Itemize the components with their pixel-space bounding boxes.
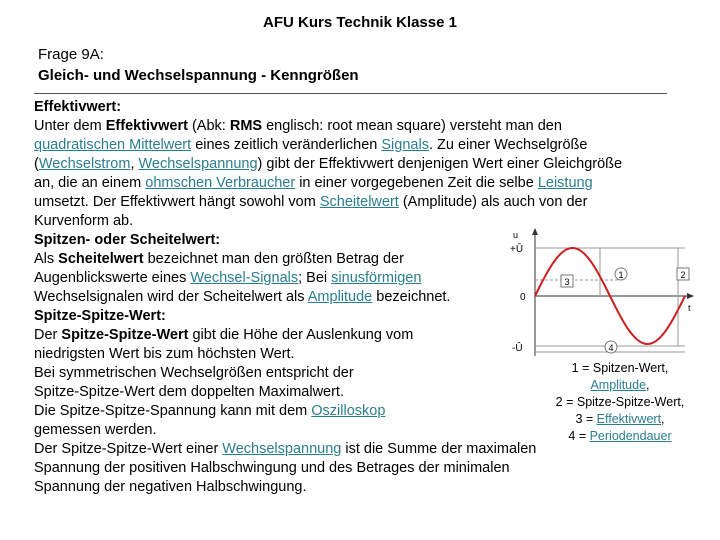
text-span: englisch: root mean square) versteht man den	[262, 118, 562, 134]
text-span: Bei symmetrischen Wechselgrößen entspricht der	[34, 365, 354, 381]
t-axis-arrow	[687, 293, 694, 299]
marker-1-label: 1	[618, 270, 624, 280]
heading-spitze-spitze: Spitze-Spitze-Wert:	[34, 308, 166, 324]
link-legend-amplitude[interactable]: Amplitude	[590, 378, 647, 392]
text-span: Spitze-Spitze-Wert dem doppelten Maximalwert.	[34, 384, 344, 400]
text-span: ) gibt der Effektivwert denjenigen Wert einer Gleichgröße	[257, 156, 623, 172]
link-legend-periodendauer[interactable]: Periodendauer	[589, 429, 672, 443]
heading-scheitelwert: Spitzen- oder Scheitelwert:	[34, 232, 221, 248]
text-span: Als	[34, 251, 59, 267]
text-span: (Abk:	[187, 118, 230, 134]
text-span: Unter dem	[34, 118, 106, 134]
legend-item-1	[530, 360, 710, 377]
page-title: AFU Kurs Technik Klasse 1	[263, 14, 457, 31]
text-span: Der Spitze-Spitze-Wert einer	[34, 441, 223, 457]
text-span: Spannung der positiven Halbschwingung und des Betrages der minimalen	[34, 460, 510, 476]
term-rms: RMS	[229, 118, 263, 134]
link-leistung[interactable]: Leistung	[537, 175, 593, 191]
link-wechselspannung[interactable]: Wechselspannung	[138, 156, 258, 172]
term-effektivwert: Effektivwert	[105, 118, 188, 134]
link-scheitelwert[interactable]: Scheitelwert	[319, 194, 399, 210]
link-legend-effektivwert[interactable]: Effektivwert	[596, 412, 662, 426]
u-axis-arrow	[532, 228, 538, 235]
marker-2-label: 2	[680, 270, 686, 280]
marker-3-label: 3	[564, 277, 570, 287]
legend-text: ,	[646, 378, 650, 392]
text-span: Wechselsignalen wird der Scheitelwert als	[34, 289, 308, 305]
legend-text: 4 =	[568, 429, 590, 443]
text-span: (Amplitude) als auch von der	[398, 194, 588, 210]
text-span: niedrigsten Wert bis zum höchsten Wert.	[34, 346, 295, 362]
text-span: eines zeitlich veränderlichen	[191, 137, 382, 153]
question-number: Frage 9A:	[38, 46, 104, 63]
sine-wave-diagram	[510, 228, 705, 360]
link-amplitude[interactable]: Amplitude	[307, 289, 373, 305]
text-span: Der	[34, 327, 62, 343]
legend-text: 3 =	[575, 412, 597, 426]
text-span: Kurvenform ab.	[34, 213, 134, 229]
link-sinusfoermig[interactable]: sinusförmigen	[331, 270, 422, 286]
legend-item-4	[530, 428, 710, 445]
link-signals[interactable]: Signals	[381, 137, 429, 153]
text-span: in einer vorgegebenen Zeit die selbe	[295, 175, 538, 191]
text-span: umsetzt. Der Effektivwert hängt sowohl vom	[34, 194, 320, 210]
text-span: ist die Summe der maximalen	[341, 441, 537, 457]
link-wechselspannung-2[interactable]: Wechselspannung	[222, 441, 342, 457]
link-wechselstrom[interactable]: Wechselstrom	[38, 156, 131, 172]
text-span: ; Bei	[298, 270, 332, 286]
graph-legend	[530, 360, 710, 445]
text-span: Augenblickswerte eines	[34, 270, 191, 286]
text-span: ,	[130, 156, 139, 172]
legend-text: ,	[661, 412, 665, 426]
link-wechsel-signals[interactable]: Wechsel-Signals	[190, 270, 299, 286]
text-span: an, die an einem	[34, 175, 146, 191]
term-scheitelwert: Scheitelwert	[58, 251, 144, 267]
heading-effektivwert: Effektivwert:	[34, 99, 122, 115]
question-header	[38, 44, 359, 86]
label-t: t	[688, 303, 691, 313]
text-span: bezeichnet.	[372, 289, 451, 305]
link-ohmscher-verbraucher[interactable]: ohmschen Verbraucher	[145, 175, 296, 191]
term-spitze-spitze: Spitze-Spitze-Wert	[61, 327, 189, 343]
link-quadratischer-mittelwert[interactable]: quadratischen Mittelwert	[34, 137, 192, 153]
text-span: Spannung der negativen Halbschwingung.	[34, 479, 307, 495]
legend-item-2	[530, 394, 710, 411]
text-span: (	[34, 156, 39, 172]
legend-text: 1 = Spitzen-Wert,	[571, 361, 669, 375]
text-span: gemessen werden.	[34, 422, 157, 438]
text-span: Die Spitze-Spitze-Spannung kann mit dem	[34, 403, 312, 419]
label-u: u	[513, 230, 519, 240]
label-zero: 0	[520, 292, 526, 303]
divider	[34, 93, 667, 94]
legend-item-1-link	[530, 377, 710, 394]
link-oszilloskop[interactable]: Oszilloskop	[311, 403, 386, 419]
label-plus-u: +Û	[510, 244, 524, 255]
legend-text: 2 = Spitze-Spitze-Wert,	[555, 395, 685, 409]
question-topic: Gleich- und Wechselspannung - Kenngrößen	[38, 67, 359, 84]
text-span: bezeichnet man den größten Betrag der	[143, 251, 404, 267]
legend-item-3	[530, 411, 710, 428]
marker-4-label: 4	[608, 343, 614, 353]
text-span: gibt die Höhe der Auslenkung vom	[188, 327, 414, 343]
text-span: . Zu einer Wechselgröße	[428, 137, 588, 153]
label-minus-u: -Û	[512, 343, 523, 354]
